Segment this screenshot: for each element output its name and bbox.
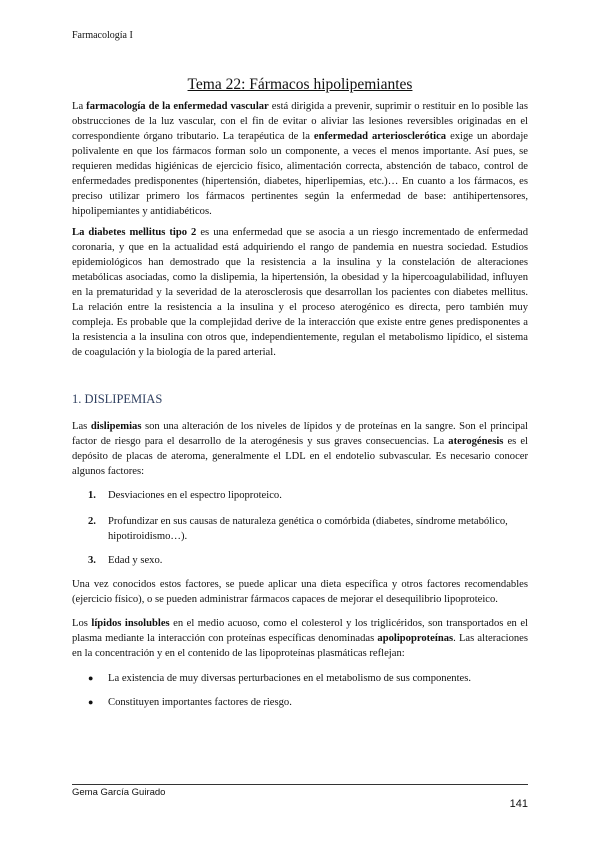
list-item-text: Desviaciones en el espectro lipoproteico. (108, 490, 282, 501)
bold-term: dislipemias (90, 421, 142, 432)
page-title: Tema 22: Fármacos hipolipemiantes (187, 76, 413, 93)
bullet-icon: ● (88, 697, 94, 707)
list-number: 1. (88, 490, 96, 501)
list-item (88, 553, 528, 568)
bold-term: farmacología de la enfermedad vascular (86, 101, 269, 112)
list-item (88, 488, 528, 503)
bold-term: apolipoproteínas (377, 633, 454, 644)
bullet-icon: ● (88, 673, 94, 683)
section-paragraph-3: Los lípidos insolubles en el medio acuoso, como el colesterol y los triglicéridos, son transportados en el plasma mediante la interacción con proteínas específicas denominadas apolipoproteínas. Las alteraciones en la concentración y en el contenido de las lipoproteínas plasmáticas reflejan: (72, 618, 529, 659)
section-paragraph-1: Las dislipemias son una alteración de los niveles de lípidos y de proteínas en la sangre. Son el principal factor de riesgo para el desarrollo de la aterogénesis y sus graves consecuencias. La aterogénesis es el depósito de placas de ateroma, generalmente el LDL en el endotelio subvascular. Es necesario conocer algunos factores: (72, 421, 528, 477)
list-number: 3. (88, 555, 96, 566)
list-item (88, 695, 528, 710)
section-heading: 1. DISLIPEMIAS (72, 392, 163, 406)
list-item-text: Constituyen importantes factores de riesgo. (108, 697, 292, 708)
list-item (88, 671, 528, 686)
intro-paragraph-2: La diabetes mellitus tipo 2 es una enfermedad que se asocia a un riesgo incrementado de enfermedad coronaria, y que en la actualidad está adquiriendo el rango de pandemia en nuestra sociedad. Estudios epidemiológicos han demostrado que la resistencia a la insulina y la constelación de alteraciones metabólicas asociadas, como la dislipemia, la hipertensión, la obesidad y la hipercoagulabilidad, influyen en la prematuridad y la severidad de la aterosclerosis que desarrollan los pacientes con diabetes mellitus. La relación entre la resistencia a la insulina y el proceso aterogénico es directa, pero también muy compleja. Es probable que la complejidad derive de la interacción que existe entre genes predisponentes a la resistencia a la insulina con otros que, independientemente, regulan el metabolismo lipídico, el sistema de coagulación y la biología de la pared arterial. (72, 227, 528, 358)
list-item-text: Profundizar en sus causas de naturaleza genética o comórbida (diabetes, síndrome metabólico, hipotiroidismo…). (108, 516, 508, 542)
list-item-text: La existencia de muy diversas perturbaciones en el metabolismo de sus componentes. (108, 673, 472, 684)
intro-paragraph-1: La farmacología de la enfermedad vascular está dirigida a prevenir, suprimir o restituir en lo posible las obstrucciones de la luz vascular, con el fin de evitar o aliviar las lesiones reversibles originadas en el correspondiente órgano tributario. La terapéutica de la enfermedad arteriosclerótica exige un abordaje polivalente en que los fármacos forman solo un componente, a veces el menos importante. Así pues, se requieren medidas higiénicas de ejercicio físico, alimentación correcta, abstención de tabaco, control de enfermedades predisponentes (hipertensión, diabetes, hiperlipemias, etc.)… En cuanto a los fármacos, es preciso utilizar primero los fármacos pertinentes según la enfermedad de base: antihipertensores, hipolipemiantes y antidiabéticos. (72, 101, 528, 217)
list-number: 2. (88, 516, 96, 527)
running-header: Farmacología I (72, 30, 133, 41)
page-number: 141 (509, 798, 528, 810)
bold-term: enfermedad arteriosclerótica (313, 131, 447, 142)
bold-term: aterogénesis (448, 436, 504, 447)
section-paragraph-2: Una vez conocidos estos factores, se puede aplicar una dieta específica y otros factores recomendables (ejercicio físico), o se pueden administrar fármacos capaces de mejorar el desequilibrio lipoproteico. (72, 579, 528, 605)
bold-term: lípidos insolubles (91, 618, 170, 629)
bold-term: La diabetes mellitus tipo 2 (72, 227, 197, 238)
footer-author: Gema García Guirado (72, 787, 166, 798)
footer-divider (72, 784, 528, 785)
list-item (88, 514, 528, 544)
list-item-text: Edad y sexo. (108, 555, 163, 566)
